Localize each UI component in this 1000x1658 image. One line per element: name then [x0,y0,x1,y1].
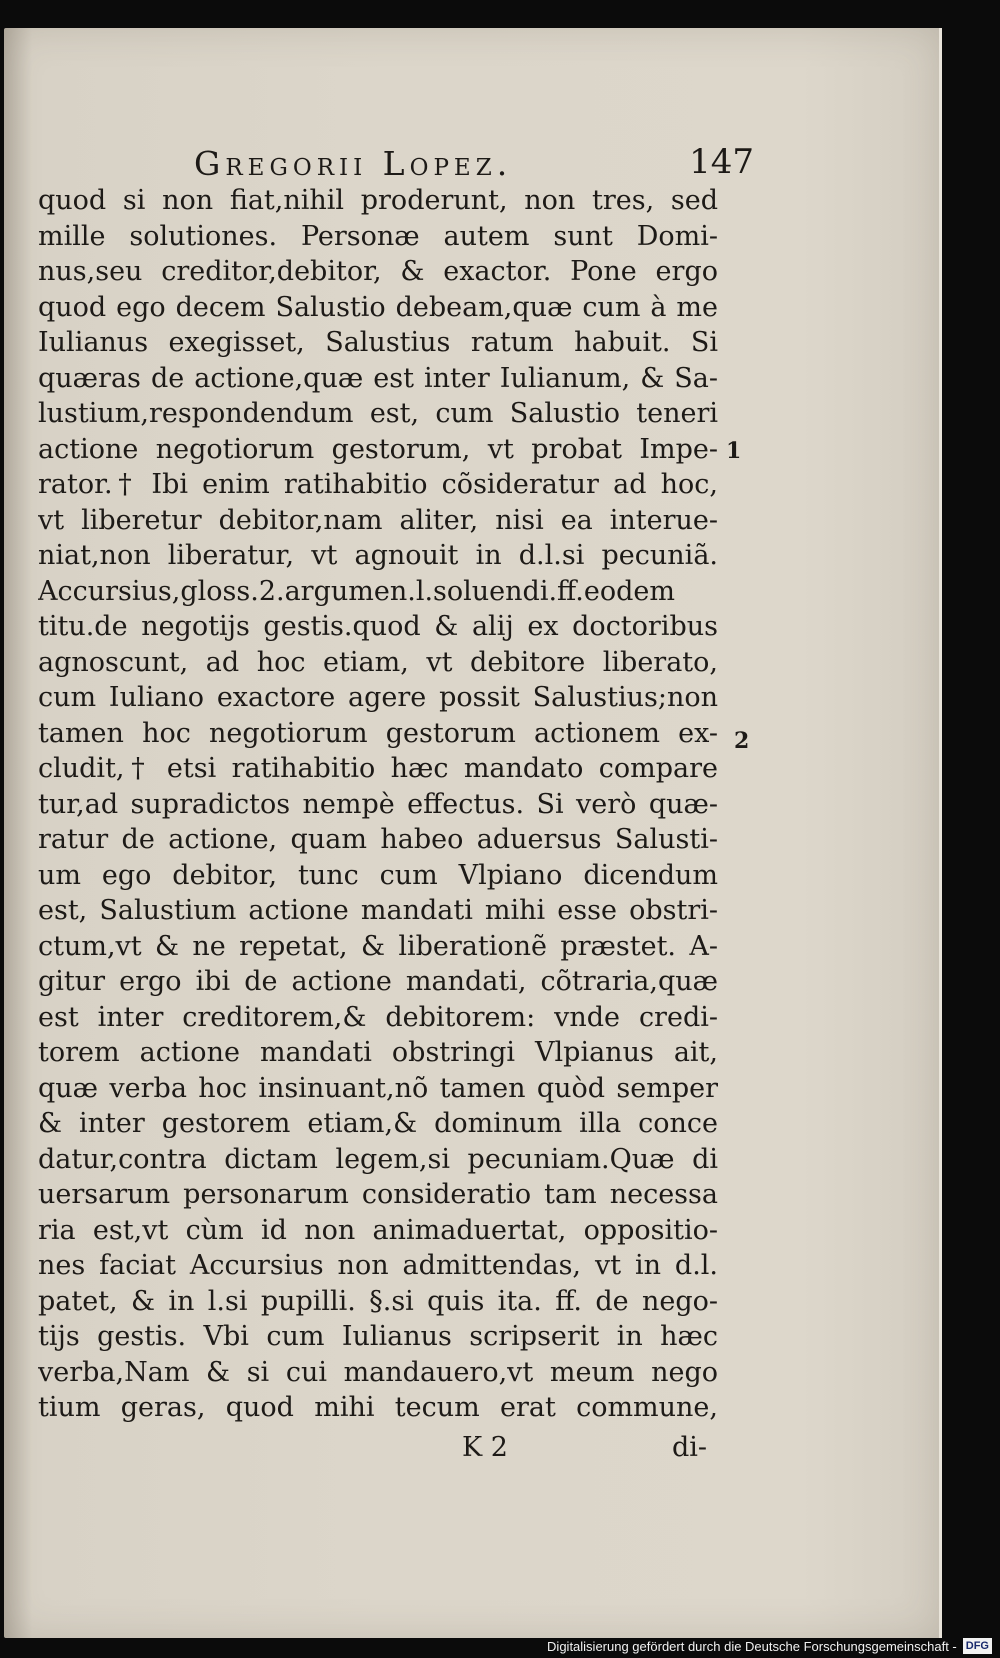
text-line: cum Iuliano exactore agere possit Salustius;non [38,682,718,713]
text-line: ria est,vt cùm id non animaduertat, oppositio- [38,1214,718,1246]
text-line: uersarum personarum consideratio tam necessa [38,1179,718,1210]
text-line: nes faciat Accursius non admittendas, vt in d.l. [38,1250,718,1281]
margin-note-1: 1 [726,438,742,464]
text-line: lustium,respondendum est, cum Salustio teneri [38,398,718,429]
text-line: cludit,† etsi ratihabitio hæc mandato compare [38,753,718,784]
dfg-logo: DFG [963,1638,992,1654]
text-line: patet, & in l.si pupilli. §.si quis ita. ff. de nego- [38,1285,718,1317]
signature-mark: K 2 [462,1432,508,1463]
text-line: torem actione mandati obstringi Vlpianus ait, [38,1037,718,1068]
text-line: ratur de actione, quam habeo aduersus Salusti- [38,824,718,855]
text-line: agnoscunt, ad hoc etiam, vt debitore liberato, [38,646,718,678]
margin-note-2: 2 [734,728,750,754]
text-line: quod ego decem Salustio debeam,quæ cum à me [38,291,718,323]
text-line: tijs gestis. Vbi cum Iulianus scripserit in hæc [38,1321,718,1352]
text-line: & inter gestorem etiam,& dominum illa conce [38,1108,718,1139]
credit-text: Digitalisierung gefördert durch die Deutsche Forschungsgemeinschaft - [547,1638,957,1654]
text-line: um ego debitor, tunc cum Vlpiano dicendum [38,859,718,891]
text-line: quæ verba hoc insinuant,nõ tamen quòd semper [38,1072,718,1104]
text-line: est, Salustium actione mandati mihi esse obstri- [38,895,718,926]
text-line: tium geras, quod mihi tecum erat commune, [38,1392,718,1423]
body-text [38,183,718,1426]
text-line: mille solutiones. Personæ autem sunt Domi- [38,220,718,252]
page-number: 147 [689,142,754,182]
text-line: Accursius,gloss.2.argumen.l.soluendi.ff.eodem [38,575,675,607]
text-line: quæras de actione,quæ est inter Iulianum, & Sa- [38,362,718,394]
text-line: Iulianus exegisset, Salustius ratum habuit. Si [38,327,718,358]
digitization-credit [547,1636,992,1656]
book-page [4,28,942,1638]
text-line: datur,contra dictam legem,si pecuniam.Quæ di [38,1143,718,1175]
text-line: tamen hoc negotiorum gestorum actionem ex- [38,717,718,749]
text-line: rator.† Ibi enim ratihabitio cõsideratur ad hoc, [38,469,718,500]
running-title: Gregorii Lopez. [194,144,513,183]
text-line: ctum,vt & ne repetat, & liberationẽ præstet. A- [38,930,718,962]
text-line: quod si non fiat,nihil proderunt, non tres, sed [38,185,718,216]
text-line: tur,ad supradictos nempè effectus. Si verò quæ- [38,788,718,820]
text-line: verba,Nam & si cui mandauero,vt meum nego [38,1356,718,1388]
text-line: niat,non liberatur, vt agnouit in d.l.si pecuniã. [38,540,718,571]
text-line: titu.de negotijs gestis.quod & alij ex doctoribus [38,611,718,642]
catchword: di- [672,1432,708,1463]
text-line: vt liberetur debitor,nam aliter, nisi ea interue- [38,504,718,536]
text-line: nus,seu creditor,debitor, & exactor. Pone ergo [38,256,718,287]
text-line: actione negotiorum gestorum, vt probat Impe- [38,433,718,465]
text-line: est inter creditorem,& debitorem: vnde credi- [38,1001,718,1033]
running-head [194,144,754,188]
text-line: gitur ergo ibi de actione mandati, cõtraria,quæ [38,966,718,997]
